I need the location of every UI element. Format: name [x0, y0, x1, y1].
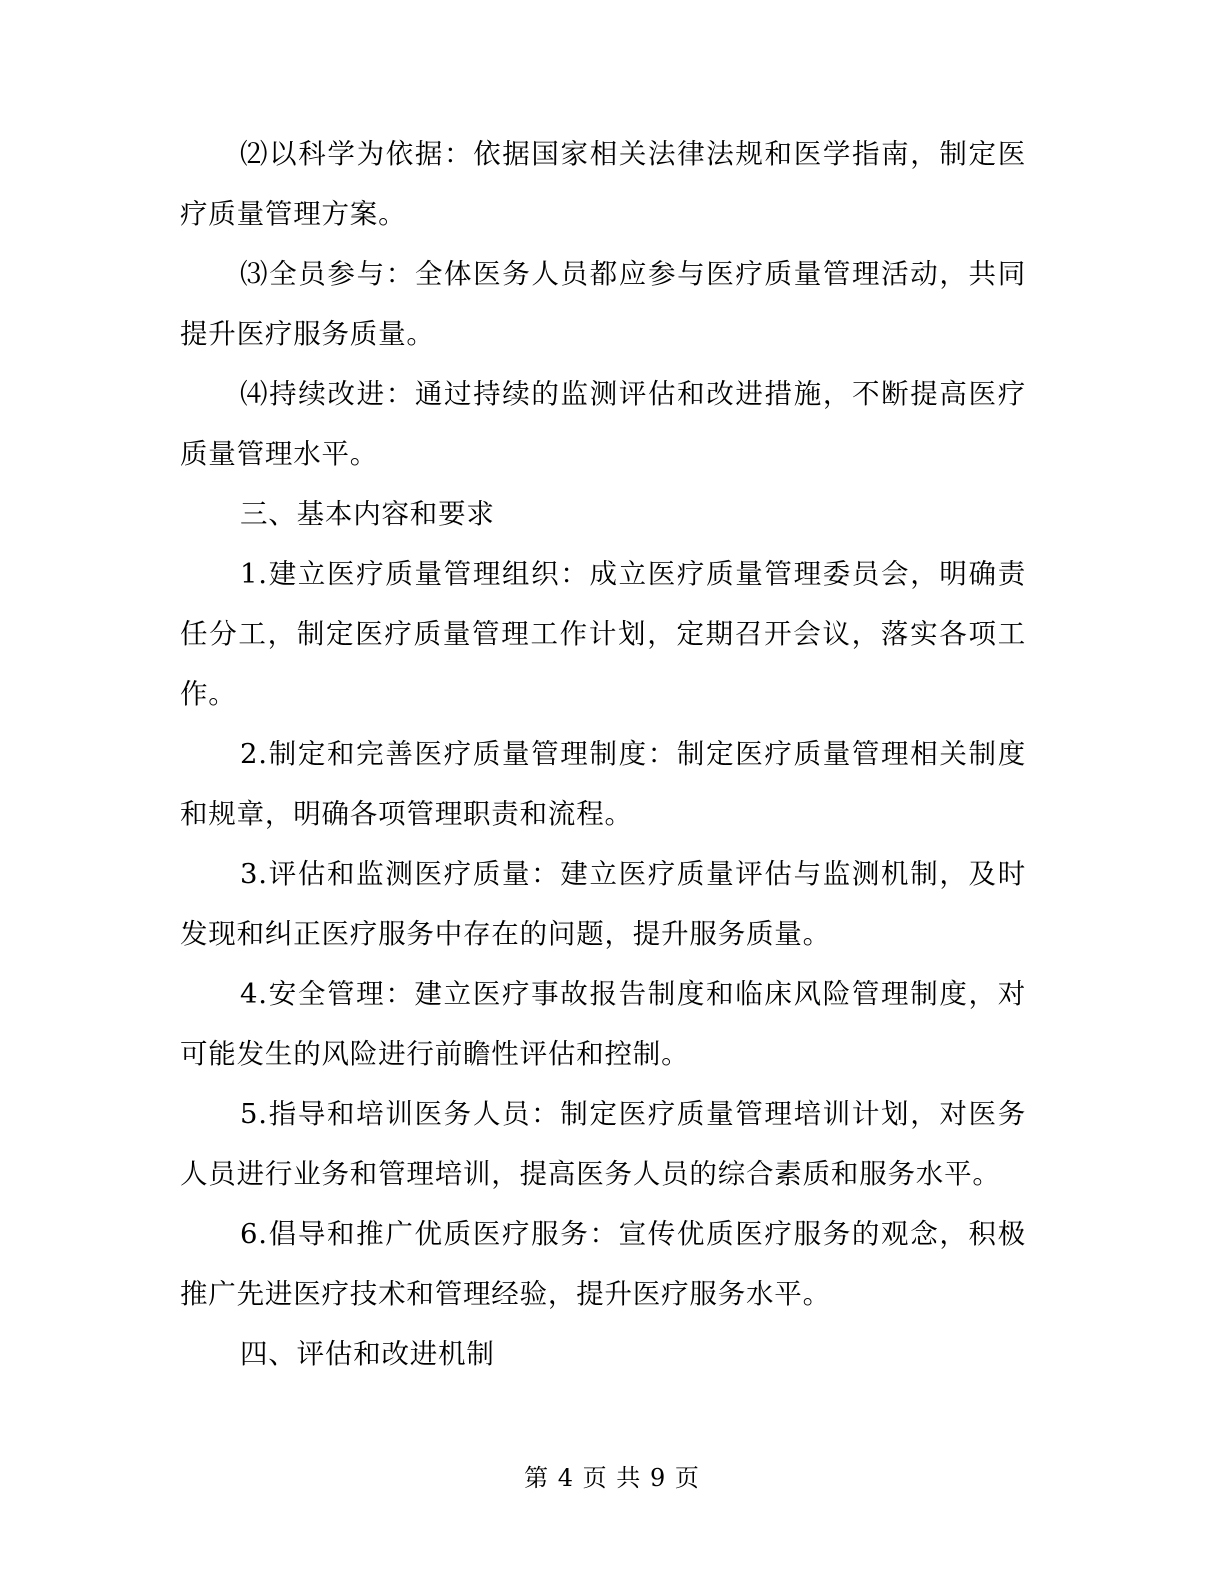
section-heading-4: 四、评估和改进机制: [240, 1338, 495, 1370]
footer-page-number: 4: [557, 1464, 575, 1492]
page-footer: [0, 1458, 1224, 1498]
document-body: [180, 124, 1026, 1384]
footer-prefix: 第: [524, 1464, 550, 1492]
paragraph-item-4: 4.安全管理：建立医疗事故报告制度和临床风险管理制度，对可能发生的风险进行前瞻性评估和控制。: [180, 978, 1026, 1070]
paragraph-principle-2: ⑵以科学为依据：依据国家相关法律法规和医学指南，制定医疗质量管理方案。: [180, 138, 1026, 230]
section-heading-3: 三、基本内容和要求: [240, 498, 495, 530]
paragraph-item-6: 6.倡导和推广优质医疗服务：宣传优质医疗服务的观念，积极推广先进医疗技术和管理经验，提升医疗服务水平。: [180, 1218, 1026, 1310]
paragraph-principle-3: ⑶全员参与：全体医务人员都应参与医疗质量管理活动，共同提升医疗服务质量。: [180, 258, 1026, 350]
paragraph-item-1: 1.建立医疗质量管理组织：成立医疗质量管理委员会，明确责任分工，制定医疗质量管理工作计划，定期召开会议，落实各项工作。: [180, 558, 1026, 710]
footer-suffix: 页: [674, 1464, 700, 1492]
footer-middle: 页 共: [582, 1464, 642, 1492]
paragraph-item-2: 2.制定和完善医疗质量管理制度：制定医疗质量管理相关制度和规章，明确各项管理职责和流程。: [180, 738, 1026, 830]
paragraph-item-3: 3.评估和监测医疗质量：建立医疗质量评估与监测机制，及时发现和纠正医疗服务中存在的问题，提升服务质量。: [180, 858, 1026, 950]
footer-total-pages: 9: [649, 1464, 667, 1492]
paragraph-item-5: 5.指导和培训医务人员：制定医疗质量管理培训计划，对医务人员进行业务和管理培训，提高医务人员的综合素质和服务水平。: [180, 1098, 1026, 1190]
paragraph-principle-4: ⑷持续改进：通过持续的监测评估和改进措施，不断提高医疗质量管理水平。: [180, 378, 1026, 470]
